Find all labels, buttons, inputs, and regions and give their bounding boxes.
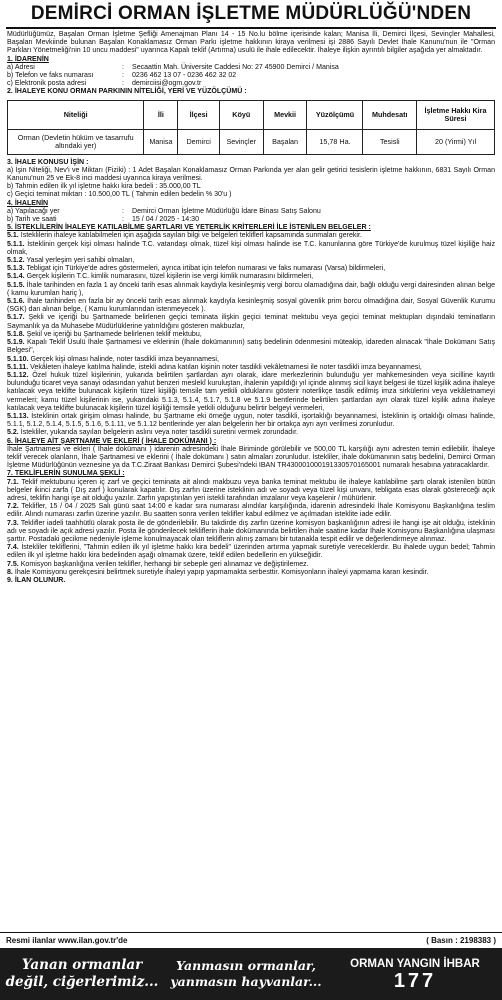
- section-6-heading: 6. İHALEYE AİT ŞARTNAME VE EKLERİ ( İHALE DOKÜMANI ) :: [7, 437, 217, 445]
- list-item: [7, 265, 495, 273]
- item-number: 5.1.3.: [7, 265, 25, 273]
- banner-slogan-forests-line1: Yanan ormanlar: [21, 957, 143, 973]
- section-6-text: İhale Şartnamesi ve ekleri ( İhale dokümanı ) idarenin adresindeki İhale Biriminde görülebilir ve 500,00 TL karşılığı aynı adresten temin edilebilir. İhaleye teklif verecek olanların, İhale Şartnamesi ve eklerini ( İhale dokümanı ) satın almaları zorunludur. İstekliler, ihale dokümanının satış bedelini, Demirci Orman İşletme Müdürlüğünün veznesine ya da T.C.Ziraat Bankası Demirci Şubesi'ndeki IBAN TR430001000191330570165001 numaralı hesabına yatıracaklardır.: [7, 445, 495, 470]
- list-item: [7, 273, 495, 281]
- cell-koyu: Sevinçler: [219, 129, 263, 154]
- section-1-heading: 1. İDARENİN: [7, 55, 49, 63]
- item-text: Teklif mektubunu içeren iç zarf ve geçici teminata ait alındı makbuzu veya banka teminat mektubu ile ihaleye katılabilme şartı olarak istenilen bütün belgeler ikinci zarfa ( Dış zarf ) konularak kapatılır. Dış zarfın üzerine isteklinin adı ve soyadı veya tüzel kişi unvanı, tebligata esas olarak göstereceği açık adresi, teklifin hangi işe ait olduğu yazılır. Zarfın yapıştırılan yeri istekli tarafından imzalanır veya kaşelenir / mühürlenir.: [7, 478, 495, 502]
- closing-line: 9. İLAN OLUNUR.: [7, 576, 66, 584]
- banner-fire-hotline: [328, 948, 502, 1000]
- fire-warning-banner: [0, 948, 502, 1000]
- item-number: 5.1.12.: [7, 371, 29, 379]
- venue-row: a) Yapılacağı yer : Demirci Orman İşletme Müdürlüğü İdare Binası Satış Salonu: [7, 208, 495, 216]
- section-3-heading: 3. İHALE KONUSU İŞİN :: [7, 158, 89, 166]
- banner-hotline-label: ORMAN YANGIN İHBAR: [350, 958, 480, 970]
- item-text: Şekli ve içeriği bu Şartnamede belirlenen geçici teminata ilişkin geçici teminat mektubu veya geçici teminat mektupları dışındaki teminatların Saymanlık ya da Muhasebe Müdürlüklerine yatırıldığını gösteren makbuzlar,: [7, 314, 495, 330]
- venue-label: a) Yapılacağı yer: [7, 207, 60, 215]
- item-text: Teklifler, 15 / 04 / 2025 Salı günü saat 14:00 e kadar sıra numarası alındılar karşılığında, idarenin adresindeki İhale Komisyonu Başkanlığına teslim edilir. Alındı numarası zarfın üzerine yazılır. Bu saatten sonra verilen teklifler kabul edilmez ve açılmadan isteklite iade edilir.: [7, 503, 495, 519]
- footer-divider: [0, 932, 502, 933]
- item-number: 5.1.13.: [7, 412, 29, 420]
- cell-ili: Manisa: [144, 129, 178, 154]
- item-text: İsteklinin ortak girişim olması halinde, bu Şartname eki örneğe uygun, noter tasdikli, işortaklığı beyannamesi, İsteklinin iş ortaklığı olması halinde, 5.1.1, 5.1.2, 5.1.4, 5.1.5, 5.1.6, 5.1.11, ve 5.1.12 bentlerinde yer alan belgelerin her bir ortakça ayrı ayrı verilmesi zorunludur.: [7, 412, 495, 429]
- list-item: [7, 479, 495, 504]
- item-number: 7.2.: [7, 503, 19, 511]
- item-text: İhale tarihinden en fazla bir ay önceki tarih esas alınmak kaydıyla kesinleşmiş sosyal güvenlik prim borcu olmadığına dair, Sosyal Güvenlik Kurumu (SGK) dan alınan belge, ( Kamu kurumlarından istenmeyecek ).: [7, 298, 495, 314]
- date-row: b) Tarih ve saati : 15 / 04 / 2025 - 14:30: [7, 216, 495, 224]
- section-4-heading: 4. İHALENİN: [7, 199, 49, 207]
- item-number: 5.1.1.: [7, 240, 25, 248]
- email-value: demirciisi@ogm.gov.tr: [132, 80, 202, 88]
- cell-mevkii: Başalan: [263, 129, 307, 154]
- item-number: 7.4.: [7, 544, 19, 552]
- list-item: [7, 257, 495, 265]
- list-item: [7, 413, 495, 429]
- item-number: 5.1.7.: [7, 314, 25, 322]
- table-row: [8, 129, 495, 154]
- list-item: [7, 241, 495, 257]
- section-5-list: [7, 232, 495, 437]
- item-text: Kapalı Teklif Usulü İhale Şartnamesi ve eklerinin (İhale dokümanının) satış bedelinin ödenmesini müteakip, idareden alınacak "İhale Dokümanı Satış Belgesi",: [7, 339, 495, 355]
- banner-slogan-forests: [0, 948, 164, 1000]
- section-5-heading: 5. İSTEKLİLERİN İHALEYE KATILABİLME ŞARTLARI VE YETERLİK KRİTERLERİ İLE İSTENİLEN BELGELER :: [7, 224, 371, 232]
- item-number: 5.1.10.: [7, 355, 29, 363]
- item-number: 5.1.4.: [7, 273, 25, 281]
- item-number: 5.2.: [7, 429, 19, 437]
- footer-press-code: ( Basın : 2198383 ): [426, 936, 496, 945]
- footer-website-note: Resmi ilanlar www.ilan.gov.tr'de: [6, 936, 128, 945]
- item-text: Yasal yerleşim yeri sahibi olmaları,: [26, 257, 135, 265]
- item-number: 5.1.6.: [7, 298, 25, 306]
- item-number: 5.1.8.: [7, 330, 25, 338]
- list-item: [7, 232, 495, 240]
- list-item: [7, 503, 495, 519]
- item-text: İhale Komisyonu gerekçesini belirtmek suretiyle ihaleyi yapıp yapmamakta serbesttir. Komisyonların ihaleyi yapmama kararı kesindir.: [14, 568, 429, 576]
- item-text: İstekliler, yukarıda sayılan belgelerin aslını veya noter tasdikli suretini vermek zorundadır.: [20, 429, 299, 437]
- item-text: Komisyon başkanlığına verilen teklifler, herhangi bir sebeple geri alınamaz ve değiştirilemez.: [20, 560, 309, 568]
- item-text: Şekil ve içeriği bu Şartnamede belirlenen teklif mektubu,: [26, 330, 202, 338]
- col-header-muhdesati: Muhdesatı: [363, 100, 417, 129]
- section-7-list: [7, 479, 495, 577]
- col-header-mevkii: Mevkii: [263, 100, 307, 129]
- item-number: 7.3.: [7, 519, 19, 527]
- phone-row: b) Telefon ve faks numarası : 0236 462 13 07 - 0236 462 32 02: [7, 72, 495, 80]
- cell-niteligi: Orman (Devletin hüküm ve tasarrufu altındaki yer): [8, 129, 144, 154]
- banner-hotline-number: 177: [393, 970, 437, 992]
- address-value: Secaattin Mah. Üniversite Caddesi No: 27 45900 Demirci / Manisa: [132, 63, 339, 71]
- park-table: [7, 100, 495, 155]
- item-text: İsteklilerin ihaleye katılabilmeleri için aşağıda sayılan bilgi ve belgeleri tekliflerl kapsamında sunmaları gerekir.: [20, 232, 362, 240]
- address-row: a) Adresi : Secaattin Mah. Üniversite Caddesi No: 27 45900 Demirci / Manisa: [7, 64, 495, 72]
- list-item: [7, 544, 495, 560]
- item-number: 5.1.: [7, 232, 19, 240]
- park-table-header: [8, 100, 495, 129]
- item-number: 7.1.: [7, 478, 19, 486]
- section-3-item-b: b) Tahmin edilen ilk yıl işletme hakkı kira bedeli : 35.000,00 TL: [7, 183, 201, 191]
- list-item: [7, 331, 495, 339]
- cell-yuzolcumu: 15,78 Ha.: [307, 129, 363, 154]
- list-item: [7, 339, 495, 355]
- phone-value: 0236 462 13 07 - 0236 462 32 02: [132, 72, 237, 80]
- venue-value: Demirci Orman İşletme Müdürlüğü İdare Binası Satış Salonu: [132, 207, 321, 215]
- item-text: İsteklinin gerçek kişi olması halinde T.C. vatandaşı olmak, tüzel kişi olması halinde ise T.C. kanunlarına göre Türkiye'de kurulmuş tüzel kişiliğe haiz olmak,: [7, 240, 495, 256]
- list-item: [7, 429, 495, 437]
- list-item: [7, 298, 495, 314]
- banner-slogan-animals-line2: yanmasın hayvanlar...: [170, 974, 322, 989]
- title-divider: [6, 27, 496, 29]
- page-title: DEMİRCİ ORMAN İŞLETME MÜDÜRLÜĞÜ'NDEN: [30, 3, 472, 24]
- col-header-ilcesi: İlçesi: [178, 100, 219, 129]
- cell-ilcesi: Demirci: [178, 129, 219, 154]
- col-header-koyu: Köyü: [219, 100, 263, 129]
- item-text: Gerçek kişilerin T.C. kimlik numarasını, tüzel kişilerin ise vergi kimlik numarasını bildirmeleri,: [26, 273, 314, 281]
- col-header-yuzolcumu: Yüzölçümü: [307, 100, 363, 129]
- banner-slogan-animals: [164, 948, 328, 1000]
- item-number: 5.1.2.: [7, 257, 25, 265]
- item-text: İhale tarihinden en fazla 1 ay önceki tarih esas alınmak kaydıyla kesinleşmiş vergi borcu olamadığına dair, bağlı olduğu vergi dairesinden alınan belge ( kamu kurumları hariç ),: [7, 281, 495, 297]
- col-header-kira-suresi: İşletme Hakkı Kira Süresi: [417, 100, 495, 129]
- cell-kira-suresi: 20 (Yirmi) Yıl: [417, 129, 495, 154]
- list-item: [7, 561, 495, 569]
- section-3-item-c: c) Geçici teminat miktarı : 10.500,00 TL ( Tahmin edilen bedelin % 30'u ): [7, 191, 232, 199]
- list-item: [7, 372, 495, 413]
- item-text: Teklifler iadeli taahhütlü olarak posta ile de gönderilebilir. Bu takdirde dış zarfın üzerine komisyon başkanlığının adresi ile hangi işe ait olduğu, isteklinin adı ve soyadı ile açık adresi yazılır. Posta ile gönderilecek tekliflerin ihale dokümanında belirtilen ihale saatine kadar İhale Komisyonu Başkanlığına ulaşması şarttır. Postadaki gecikme nedeniyle işleme konulmayacak olan tekliflerin alınış zamanı bir tutanakla tespit edilir ve değerlendirmeye alınmaz.: [7, 519, 495, 543]
- list-item: [7, 282, 495, 298]
- section-3-item-a: a) İşin Niteliği, Nev'i ve Miktarı (Fiziki) : 1 Adet Başalan Konaklamasız Orman Parkında yer alan gelir getirici tesislerin işletme hakkının, 6831 Sayılı Orman Kanunu'nun 25 ve Ek-8 inci maddesi uyarınca kiraya verilmesi.: [7, 166, 495, 183]
- item-text: Gerçek kişi olması halinde, noter tasdikli imza beyannamesi,: [30, 355, 219, 363]
- item-number: 5.1.5.: [7, 281, 25, 289]
- item-number: 8.: [7, 568, 13, 576]
- date-label: b) Tarih ve saati: [7, 216, 57, 224]
- item-number: 5.1.11.: [7, 363, 29, 371]
- phone-label: b) Telefon ve faks numarası: [7, 72, 94, 80]
- item-number: 5.1.9.: [7, 339, 25, 347]
- list-item: [7, 356, 495, 364]
- footer: [0, 934, 502, 947]
- announcement-body: [0, 31, 502, 585]
- item-text: İstekliler tekliflerini, "Tahmin edilen ilk yıl işletme hakkı kira bedeli" üzerinden artırma yapmak suretiyle vereceklerdir. Bu ihalede uygun bedel; Tahmin edilen ilk yıl işletme hakkı kira bedelinden aşağı olmamak üzere, teklif edilen bedellerin en yükseğidir.: [7, 544, 495, 560]
- list-item: [7, 364, 495, 372]
- col-header-niteligi: Niteliği: [8, 100, 144, 129]
- list-item: [7, 314, 495, 330]
- item-text: Özel hukuk tüzel kişilerinin, yukarıda belirtilen şartlardan ayrı olarak, idare merkezlerinin bulunduğu yer mahkemesinden veya sicilline kayıtlı bulunduğu ticaret veya sanayi odasından yahut benzeri meslekî kuruluştan, ihalenin yapıldığı yıl içinde alınmış sicil kayıt belgesi ile tüzel kişilik adına ihaleye katılacak veya teklifte bulunacak kişilerin tüzel kişiliği temsile tam yetkili olduklarını gösterir noterlikçe tasdik edilmiş imza sirkülerini veya vekâletnameyi vermeleri; kamu tüzel kişilerinin ise, yukarıdaki 5.1.3, 5.1.4, 5.1.7, 5.1.8 ve 5.1.9 bentlerinde belirtilen şartlardan ayrı olarak tüzel kişilik adına ihaleye katılacak veya teklifte bulunacak kişilerin tüzel kişiliği temsile yetkili olduğunu belirtir belgeyi vermeleri,: [7, 371, 495, 412]
- cell-muhdesati: Tesisli: [363, 129, 417, 154]
- banner-slogan-forests-line2: değil, ciğerlerimiz...: [5, 974, 159, 990]
- section-7-heading: 7. TEKLİFLERİN SUNULMA ŞEKLİ :: [7, 470, 125, 478]
- list-item: [7, 569, 495, 577]
- address-label: a) Adresi: [7, 63, 35, 71]
- item-text: Tebligat için Türkiye'de adres göstermeleri, ayrıca irtibat için telefon numarası ve faks numarası (Varsa) bildirmeleri,: [26, 265, 386, 273]
- banner-slogan-animals-line1: Yanmasın ormanlar,: [176, 958, 316, 973]
- date-value: 15 / 04 / 2025 - 14:30: [132, 216, 199, 224]
- email-label: c) Elektronik posta adresi: [7, 80, 87, 88]
- item-number: 7.5.: [7, 560, 19, 568]
- item-text: Vekâleten ihaleye katılma halinde, istekli adına katılan kişinin noter tasdikli vekâletnamesi ile noter tasdikli imza beyannamesi,: [30, 363, 422, 371]
- email-row: c) Elektronik posta adresi : demirciisi@ogm.gov.tr: [7, 80, 495, 88]
- list-item: [7, 520, 495, 545]
- section-2-heading: 2. İHALEYE KONU ORMAN PARKININ NİTELİĞİ, YERİ VE YÜZÖLÇÜMÜ :: [7, 88, 247, 96]
- col-header-ili: İli: [144, 100, 178, 129]
- intro-paragraph: Müdürlüğümüz, Başalan Orman İşletme Şefliği Amenajman Planı 14 - 15 No.lu bölme içerisinde kalan; Manisa İli, Demirci İlçesi, Sevinçler Mahallesi, Başalan Mevkiinde bulunan Başalan Konaklamasız Orman Parkı işletme hakkının kiraya verilmesi işi 2886 Sayılı Devlet İhale Kanunu'nun ile "Orman Parkları Yönetmeliği'nin 10 uncu maddesi" uyarınca Kapalı teklif (Artırma) usulü ile ihale edilecektir. İhaleye ilişkin ayrıntılı bilgiler aşağıda yer almaktadır.: [7, 31, 495, 55]
